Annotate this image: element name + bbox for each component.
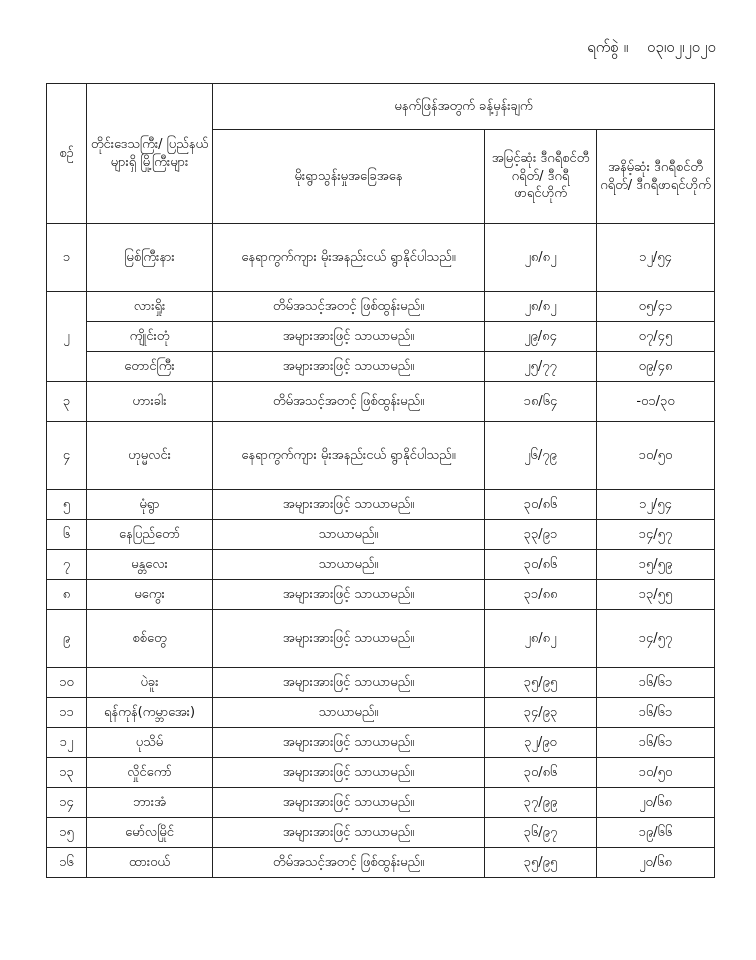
rain-condition: သာယာမည်။ [213,698,485,728]
row-number: ၈ [47,580,87,610]
max-temp: ၃၅/၉၅ [485,848,597,878]
min-temp: ၀၅/၄၁ [597,292,715,322]
rain-condition: အများအားဖြင့် သာယာမည်။ [213,818,485,848]
max-temp: ၃၄/၉၃ [485,698,597,728]
table-row [47,580,715,610]
city-name: လားရှိုး [87,292,213,322]
rain-condition: အများအားဖြင့် သာယာမည်။ [213,758,485,788]
header-min-temp: အနိမ့်ဆုံး ဒီဂရီစင်တီဂရိတ်/ ဒီဂရီဖာရင်ဟိုက် [597,130,715,224]
rain-condition: တိမ်အသင့်အတင့် ဖြစ်ထွန်းမည်။ [213,848,485,878]
min-temp: ၀၉/၄၈ [597,352,715,382]
min-temp: ၁၀/၅၀ [597,422,715,490]
city-name: မော်လမြိုင် [87,818,213,848]
rain-condition: တိမ်အသင့်အတင့် ဖြစ်ထွန်းမည်။ [213,292,485,322]
min-temp: ၀၇/၄၅ [597,322,715,352]
header-city: တိုင်းဒေသကြီး/ ပြည်နယ်များရှိ မြို့ကြီးများ [87,84,213,224]
min-temp: ၁၅/၅၉ [597,550,715,580]
max-temp: ၂၈/၈၂ [485,610,597,668]
header-max-temp: အမြင့်ဆုံး ဒီဂရီစင်တီဂရိတ်/ ဒီဂရီဖာရင်ဟိုက် [485,130,597,224]
min-temp: ၂၀/၆၈ [597,848,715,878]
min-temp: ၁၂/၅၄ [597,490,715,520]
city-name: ဘားအံ [87,788,213,818]
rain-condition: အများအားဖြင့် သာယာမည်။ [213,580,485,610]
max-temp: ၃၃/၉၁ [485,520,597,550]
rain-condition: နေရာကွက်ကျား မိုးအနည်းငယ် ရွာနိုင်ပါသည်။ [213,422,485,490]
table-row [47,610,715,668]
table-row [47,292,715,322]
table-row [47,322,715,352]
table-row [47,382,715,422]
city-name: ကျိုင်းတုံ [87,322,213,352]
min-temp: ၁၆/၆၁ [597,668,715,698]
max-temp: ၃၀/၈၆ [485,758,597,788]
city-name: မြစ်ကြီးနား [87,224,213,292]
table-row [47,728,715,758]
row-number: ၁ [47,224,87,292]
row-number: ၃ [47,382,87,422]
max-temp: ၂၆/၇၉ [485,422,597,490]
row-number: ၉ [47,610,87,668]
city-name: မကွေး [87,580,213,610]
min-temp: ၁၃/၅၅ [597,580,715,610]
rain-condition: အများအားဖြင့် သာယာမည်။ [213,490,485,520]
city-name: မုံရွာ [87,490,213,520]
max-temp: ၃၅/၉၅ [485,668,597,698]
row-number: ၁၄ [47,788,87,818]
table-row [47,818,715,848]
city-name: လှိုင်ကော် [87,758,213,788]
row-number: ၂ [47,292,87,382]
rain-condition: အများအားဖြင့် သာယာမည်။ [213,668,485,698]
min-temp: ၁၉/၆၆ [597,818,715,848]
city-name: တောင်ကြီး [87,352,213,382]
row-number: ၁၂ [47,728,87,758]
row-number: ၁၀ [47,668,87,698]
rain-condition: အများအားဖြင့် သာယာမည်။ [213,610,485,668]
city-name: ရန်ကုန်(ကမ္ဘာအေး) [87,698,213,728]
max-temp: ၃၇/၉၉ [485,788,597,818]
rain-condition: နေရာကွက်ကျား မိုးအနည်းငယ် ရွာနိုင်ပါသည်။ [213,224,485,292]
min-temp: ၁၀/၅၀ [597,758,715,788]
city-name: နေပြည်တော် [87,520,213,550]
city-name: ဟားခါး [87,382,213,422]
rain-condition: အများအားဖြင့် သာယာမည်။ [213,728,485,758]
row-number: ၆ [47,520,87,550]
table-row [47,788,715,818]
city-name: ဟုမ္မလင်း [87,422,213,490]
row-number: ၁၃ [47,758,87,788]
city-name: ပုသိမ် [87,728,213,758]
table-row [47,698,715,728]
min-temp: ၁၄/၅၇ [597,520,715,550]
rain-condition: အများအားဖြင့် သာယာမည်။ [213,352,485,382]
rain-condition: အများအားဖြင့် သာယာမည်။ [213,322,485,352]
min-temp: ၂၀/၆၈ [597,788,715,818]
max-temp: ၃၂/၉၀ [485,728,597,758]
table-row [47,848,715,878]
max-temp: ၂၈/၈၂ [485,292,597,322]
row-number: ၄ [47,422,87,490]
row-number: ၅ [47,490,87,520]
table-row [47,668,715,698]
min-temp: ၁၄/၅၇ [597,610,715,668]
row-number: ၁၁ [47,698,87,728]
city-name: ထားဝယ် [87,848,213,878]
city-name: စစ်တွေ [87,610,213,668]
row-number: ၇ [47,550,87,580]
rain-condition: သာယာမည်။ [213,520,485,550]
max-temp: ၃၀/၈၆ [485,550,597,580]
table-row [47,550,715,580]
max-temp: ၂၈/၈၂ [485,224,597,292]
date-label: ရက်စွဲ ။ [587,38,629,56]
date-value: ၀၃၊၀၂၊၂၀၂၀ [646,38,716,56]
max-temp: ၁၈/၆၄ [485,382,597,422]
max-temp: ၃၁/၈၈ [485,580,597,610]
header-condition: မိုးရွာသွန်းမှုအခြေအနေ [213,130,485,224]
header-no: စဉ် [47,84,87,224]
max-temp: ၃၆/၉၇ [485,818,597,848]
row-number: ၁၅ [47,818,87,848]
date-line [573,38,716,60]
table-row [47,758,715,788]
max-temp: ၃၀/၈၆ [485,490,597,520]
table-row [47,224,715,292]
row-number: ၁၆ [47,848,87,878]
max-temp: ၂၉/၈၄ [485,322,597,352]
city-name: မန္တလေး [87,550,213,580]
rain-condition: သာယာမည်။ [213,550,485,580]
table-body [47,224,715,878]
header-forecast-group: မနက်ဖြန်အတွက် ခန့်မှန်းချက် [213,84,715,130]
min-temp: -၀၁/၃၀ [597,382,715,422]
min-temp: ၁၂/၅၄ [597,224,715,292]
table-row [47,490,715,520]
min-temp: ၁၆/၆၁ [597,698,715,728]
table-row [47,422,715,490]
rain-condition: တိမ်အသင့်အတင့် ဖြစ်ထွန်းမည်။ [213,382,485,422]
max-temp: ၂၅/၇၇ [485,352,597,382]
table-row [47,352,715,382]
table-row [47,520,715,550]
rain-condition: အများအားဖြင့် သာယာမည်။ [213,788,485,818]
forecast-table [46,83,715,878]
min-temp: ၁၆/၆၁ [597,728,715,758]
city-name: ပဲခူး [87,668,213,698]
